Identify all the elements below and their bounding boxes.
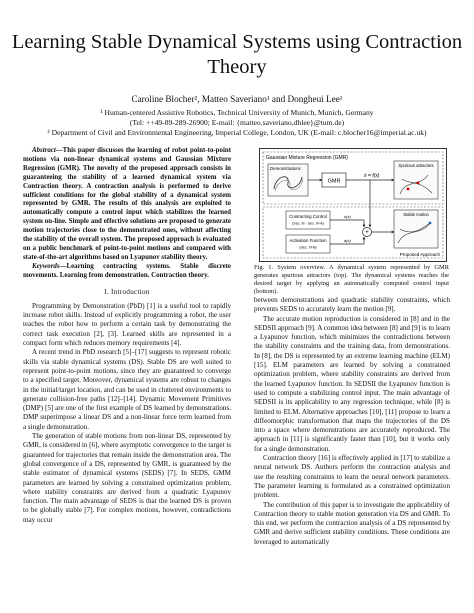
gmr-panel-title: Gaussian Mixture Regression (GMR) [266,155,348,161]
body-paragraph: between demonstrations and quadratic stability constraints, which prevents SEDS to accurately learn the motion [9]. [254,296,450,314]
body-paragraph: A recent trend in PbD research [5]–[17] suggests to represent robotic skills via stable dynamical systems (DS). Stable DS are well suited to represent point-to-point motions, since they are guaranteed to converge to a specified target. Moreover, dynamical systems are robust to changes in the initial/target location, and can be used in cluttered environments to generate collision-free paths [12]–[14]. Dynamic Movement Primitives (DMP) [5] are one of the first example of DS learned by demonstrations. DMP superimpose a linear DS and a non-linear force term learned from a single demonstration. [23,348,231,431]
demonstrations-label: Demonstrations [270,166,301,171]
figure-1 [259,148,447,262]
body-paragraph: The contribution of this paper is to investigate the applicability of Contraction theory to stable motion generation via DS and GMR. To this end, we perform the contraction analysis of a DS represented by GMR and derive sufficient stability conditions. These conditions are leveraged to automatically [254,500,450,546]
right-column [254,296,450,547]
body-paragraph: Contraction theory [16] is effectively applied in [17] to stabilize a neural network DS. Authors perform the contraction analysis and use the resulting constraints to learn the neural network parameters. The parameter learning is formulated as a constrained optimization problem. [254,454,450,500]
proposed-label: Proposed Approach [399,252,440,257]
body-paragraph: Programming by Demonstration (PbD) [1] is a useful tool to rapidly increase robot skills. Instead of explicitly programming a robot, the user teaches the robot how to perform a certain task by demonstrating the correct task execution [2], [3]. Learned skills are represented in a compact form which reduces memory requirements [4]. [23,301,231,348]
system-overview-diagram [260,149,446,261]
equation-label: ẋ = f(x) [364,173,380,179]
signal-a-label: a(x) [344,238,351,243]
affiliation-1: ¹ Human-centered Assistive Robotics, Technical University of Munich, Munich, Germany [100,108,374,117]
contracting-control-sub: (Sec. III - Sec. IV-A) [292,221,324,226]
activation-function-label: Activation Function [289,238,327,243]
keywords: Keywords—Learning contracting systems. Stable discrete movements. Learning from demonstration. Contraction theory. [23,262,231,279]
figure-caption: Fig. 1. System overview. A dynamical system represented by GMR generates spurious attractors (top). The dynamical systems reaches the desired target by applying an automatically computed control input (bottom). [254,264,449,296]
affiliation-2: ² Department of Civil and Environmental Engineering, Imperial College, London, UK (E-mail: c.blocher16@imperial.ac.uk) [47,128,427,137]
attractor-marker [407,188,410,191]
signal-u-label: u(x) [344,214,351,219]
body-paragraph: The generation of stable motions from non-linear DS, represented by GMR, is considered in [6], where asymptotic convergence to the target is guaranteed for trajectories that remain inside the demonstration area. The global convergence of a DS, represented by GMR, is guaranteed by the stable estimator of dynamical systems (SEDS) [7]. In SEDS, GMM parameters are learned by solving a constrained optimization problem, where stability constraints are derived from a quadratic Lyapunov function. The main advantage of SEDS is that the learned DS is proven to be globally stable [7]. For complex motions, however, contradictions may occur [23,432,231,524]
section-heading: I. Introduction [104,287,150,296]
left-column [23,147,231,525]
contracting-control-label: Contracting Control [289,214,327,219]
stable-motion-label: Stable motion [403,212,429,217]
paper-title: Learning Stable Dynamical Systems using Contraction Theory [11,31,463,78]
body-paragraph: The accurate motion reproduction is considered in [8] and in the SEDSII approach [9]. A common idea between [8] and [9] is to learn a Lyapunov function, which minimizes the contradictions between the stability constraints and the training data, from demonstrations. In [8], the DS is represented by an extreme learning machine (ELM) [15]. ELM parameters are learned by solving a constrained optimization problem, where stability constraints are derived from the learned Lyapunov function. In SEDSII the Lyapunov function is used to compute a stabilizing control input. The main advantage of SEDSII is its applicability to any regression technique, while [8] is limited to ELM. Alternative approaches [10], [11] propose to learn a diffeomorphic transformation that maps the trajectories of the DS into a space where demonstrations are accurately reproduced. The approach in [11] is significantly faster than [10], but it works only for a single demonstration. [254,314,450,453]
gmr-label: GMR [327,178,341,185]
target-marker [429,222,432,225]
authors: Caroline Blocher², Matteo Saveriano¹ and Dongheui Lee¹ [131,94,343,104]
abstract: Abstract—This paper discusses the learning of robot point-to-point motions via non-linear dynamical systems and Gaussian Mixture Regression (GMR). The novelty of the proposed approach consists in guaranteeing the stability of a learned dynamical system via Contraction theory. A contraction analysis is performed to derive sufficient conditions for the global stability of a dynamical system represented by GMR. The results of this analysis are exploited to automatically compute a control input which stabilizes the learned system on-line. Simple and effective solutions are proposed to generate motion trajectories close to the demonstrated ones, without affecting the stability of the overall system. The proposed approach is evaluated on a public benchmark of point-to-point motions and compared with state-of-the-art algorithms based on Lyapunov stability theory. [23,147,231,261]
attractor-marker [417,182,420,185]
affiliation-1-contact: (Tel: ++49-89-289-26900; E-mail: {matteo.saveriano,dhlee}@tum.de) [129,118,345,127]
sum-symbol: + [365,230,369,236]
activation-function-sub: (Sec. IV-B) [299,245,317,250]
spurious-label: Spurious attractors [398,163,434,168]
